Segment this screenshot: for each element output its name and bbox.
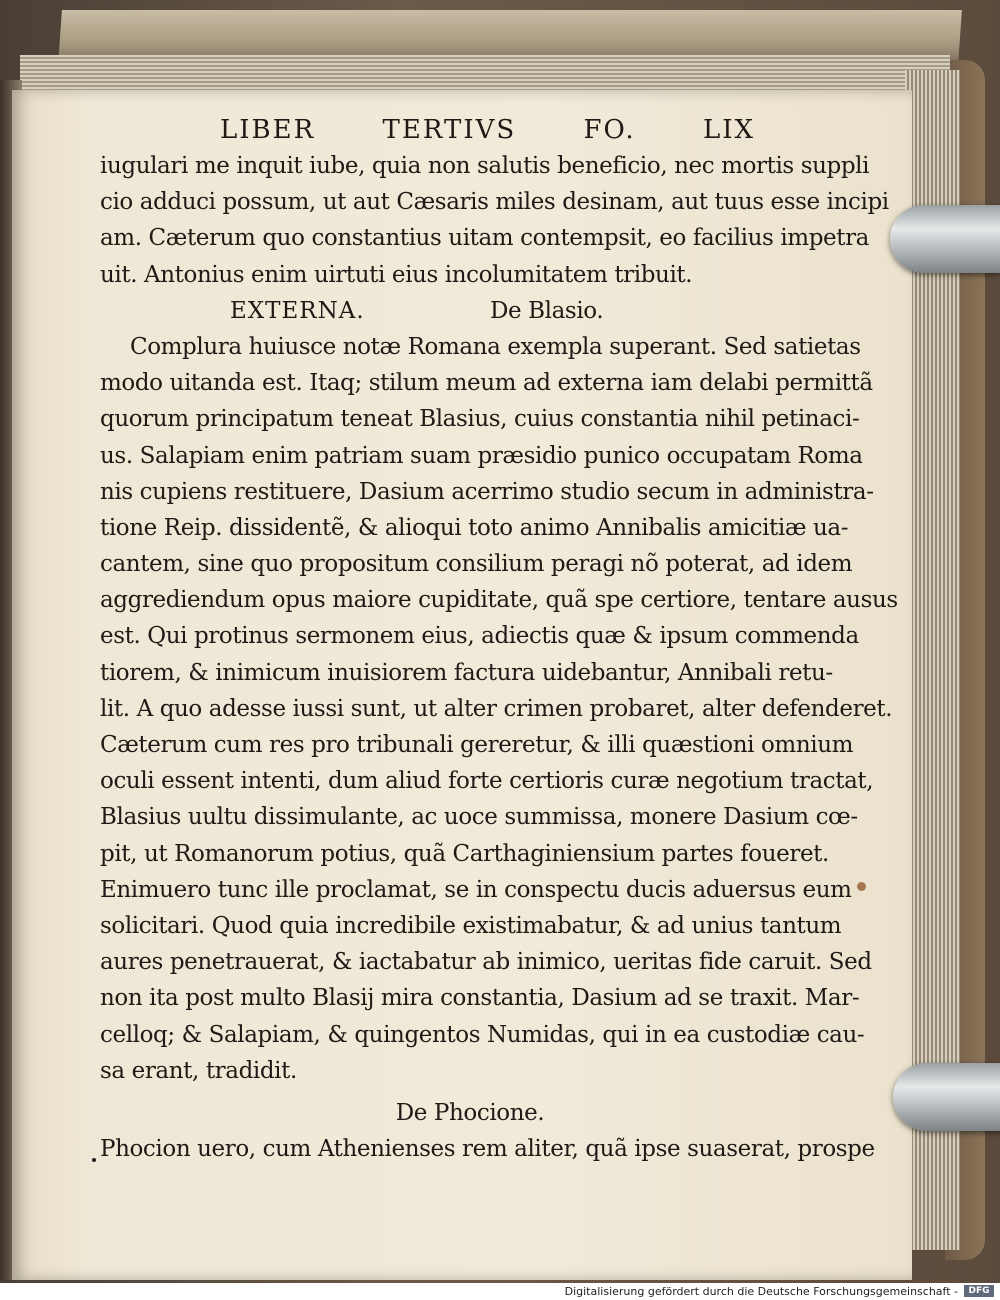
- text-line: Enimuero tunc ille proclamat, se in conspectu ducis aduersus eum: [100, 876, 852, 903]
- text-line: pit, ut Romanorum potius, quã Carthaginiensium partes foueret.: [100, 840, 829, 867]
- text-line: Complura huiusce notæ Romana exempla superant. Sed satietas: [130, 333, 861, 360]
- header-folio-label: FO.: [583, 115, 636, 145]
- footer-text: Digitalisierung gefördert durch die Deutsche Forschungsgemeinschaft -: [564, 1285, 958, 1298]
- text-line: oculi essent intenti, dum aliud forte certioris curæ negotium tractat,: [100, 768, 874, 795]
- text-line: aures penetrauerat, & iactabatur ab inimico, ueritas fide caruit. Sed: [100, 949, 872, 976]
- running-header: [100, 112, 755, 148]
- text-line: tiorem, & inimicum inuisiorem factura uidebantur, Annibali retu-: [100, 659, 833, 686]
- text-line: Cæterum cum res pro tribunali gereretur, & illi quæstioni omnium: [100, 732, 854, 758]
- text-line: uit. Antonius enim uirtuti eius incolumitatem tribuit.: [100, 261, 693, 288]
- text-line: Phocion uero, cum Athenienses rem aliter, quã ipse suaserat, prospe: [100, 1136, 875, 1163]
- text-line: aggrediendum opus maiore cupiditate, quã spe certiore, tentare ausus: [100, 587, 898, 614]
- text-line: sa erant, tradidit.: [100, 1057, 297, 1084]
- text-line: celloq; & Salapiam, & quingentos Numidas, qui in ea custodiæ cau-: [100, 1021, 865, 1048]
- text-line: nis cupiens restituere, Dasium acerrimo studio secum in administra-: [100, 478, 874, 505]
- section-heading-externa: [100, 293, 760, 329]
- text-line: modo uitanda est. Itaq; stilum meum ad externa iam delabi permittã: [100, 370, 873, 397]
- section-subheading-phocion: De Phocione.: [395, 1099, 545, 1126]
- text-line: non ita post multo Blasij mira constantia, Dasium ad se traxit. Mar-: [100, 985, 860, 1012]
- book-clamp-bottom: [893, 1063, 1000, 1131]
- digitization-footer: [0, 1283, 1000, 1300]
- dfg-logo: DFG: [964, 1285, 994, 1297]
- text-line: Blasius uultu dissimulante, ac uoce summissa, monere Dasium cœ-: [100, 804, 858, 831]
- text-line: solicitari. Quod quia incredibile existimabatur, & ad unius tantum: [100, 912, 842, 939]
- text-line: quorum principatum teneat Blasius, cuius constantia nihil petinaci-: [100, 406, 860, 433]
- text-line: tione Reip. dissidentẽ, & alioqui toto animo Annibalis amicitiæ ua-: [100, 514, 849, 541]
- page-text: [100, 112, 898, 1167]
- text-line: cantem, sine quo propositum consilium peragi nõ poterat, ad idem: [100, 551, 853, 578]
- header-book: LIBER: [220, 115, 316, 145]
- section-subheading: De Blasio.: [490, 297, 604, 324]
- paper-stain: [857, 882, 866, 891]
- text-line: iugulari me inquit iube, quia non salutis beneficio, nec mortis suppli: [100, 153, 870, 179]
- ink-speck: [92, 1158, 96, 1162]
- text-line: lit. A quo adesse iussi sunt, ut alter crimen probaret, alter defenderet.: [100, 695, 893, 722]
- book-clamp-top: [890, 205, 1000, 273]
- text-line: us. Salapiam enim patriam suam præsidio punico occupatam Roma: [100, 442, 863, 469]
- text-line: am. Cæterum quo constantius uitam contempsit, eo facilius impetra: [100, 225, 869, 252]
- section-heading: EXTERNA.: [230, 297, 365, 324]
- page-stack-top: [20, 55, 950, 95]
- text-line: cio adduci possum, ut aut Cæsaris miles desinam, aut tuus esse incipi: [100, 189, 889, 216]
- header-part: TERTIVS: [382, 115, 517, 145]
- text-line: est. Qui protinus sermonem eius, adiectis quæ & ipsum commenda: [100, 623, 859, 650]
- header-folio-number: LIX: [702, 115, 755, 145]
